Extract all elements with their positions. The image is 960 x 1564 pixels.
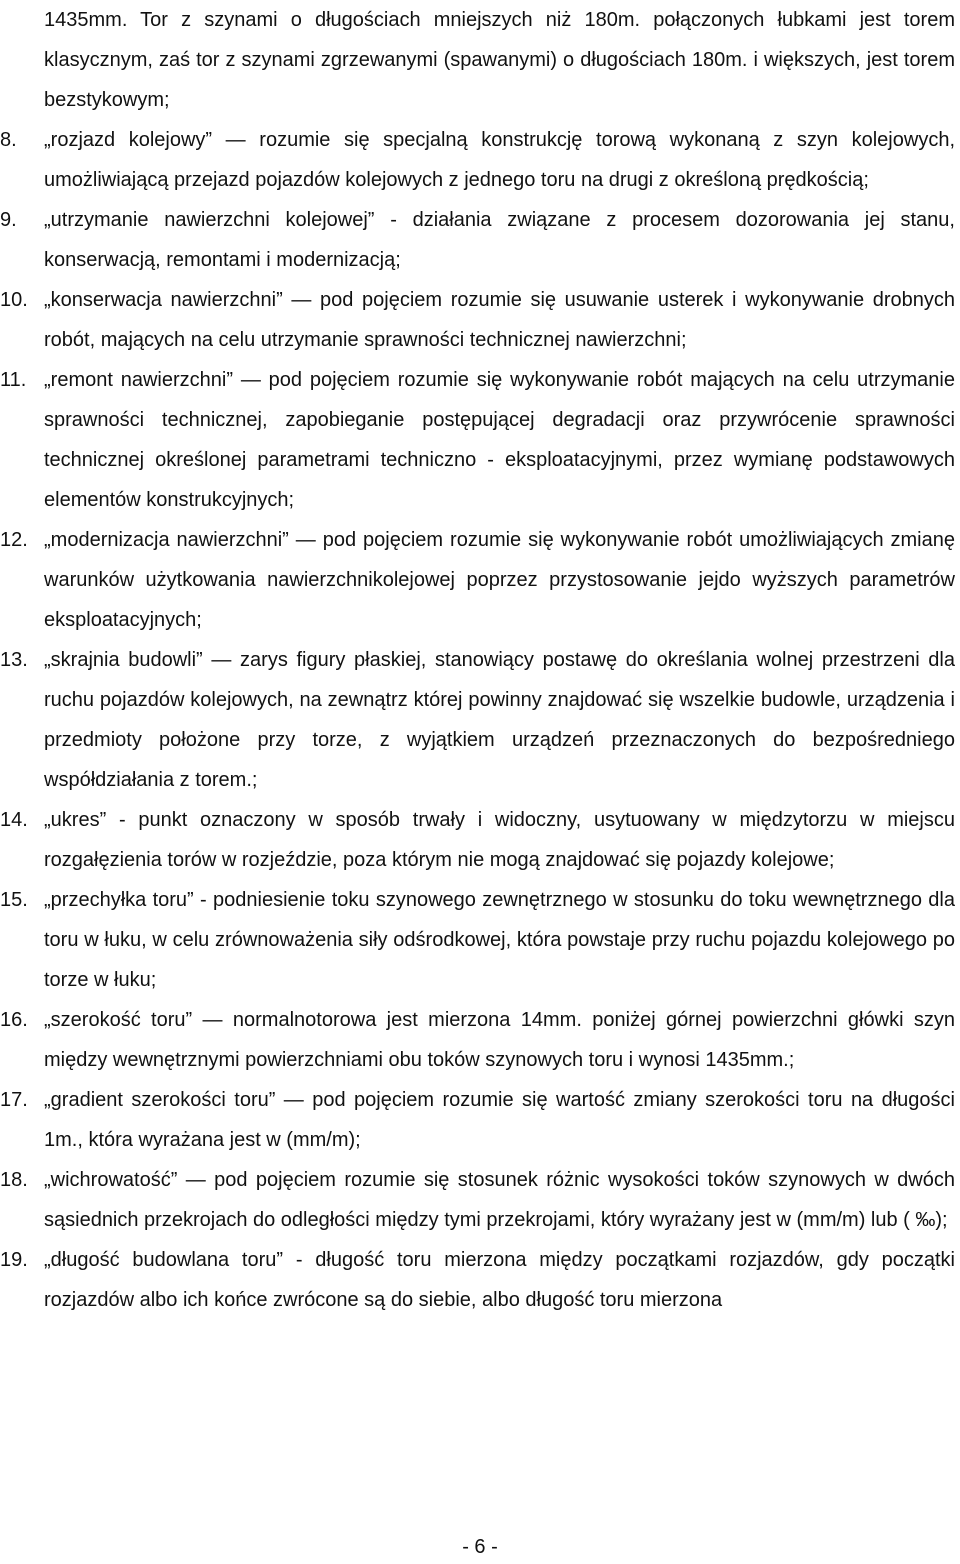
list-item-number: 14.: [0, 809, 28, 831]
list-item-text: „ukres” - punkt oznaczony w sposób trwały i widoczny, usytuowany w międzytorzu w miejscu rozgałęzienia torów w rozjeździe, poza którym nie mogą znajdować się pojazdy kolejowe;: [44, 809, 955, 871]
list-item: [0, 360, 955, 520]
list-item: [0, 1240, 955, 1320]
list-item: [0, 200, 955, 280]
list-item: [0, 1160, 955, 1240]
list-item-number: 8.: [0, 129, 17, 151]
list-item-number: 11.: [0, 369, 27, 391]
list-item-text: „utrzymanie nawierzchni kolejowej” - działania związane z procesem dozorowania jej stanu, konserwacją, remontami i modernizacją;: [44, 209, 955, 271]
list-item-number: 17.: [0, 1089, 28, 1111]
list-item: [0, 1080, 955, 1160]
list-item: [0, 640, 955, 800]
list-item-text: „rozjazd kolejowy” ― rozumie się specjalną konstrukcję torową wykonaną z szyn kolejowych, umożliwiającą przejazd pojazdów kolejowych z jednego toru na drugi z określoną prędkością;: [44, 129, 955, 191]
continuation-text: 1435mm. Tor z szynami o długościach mniejszych niż 180m. połączonych łubkami jest torem klasycznym, zaś tor z szynami zgrzewanymi (spawanymi) o długościach 180m. i większych, jest torem bezstykowym;: [44, 9, 955, 111]
list-item-text: „skrajnia budowli” ― zarys figury płaskiej, stanowiący postawę do określania wolnej przestrzeni dla ruchu pojazdów kolejowych, na zewnątrz której powinny znajdować się wszelkie budowle, urządzenia i przedmioty położone przy torze, z wyjątkiem urządzeń przeznaczonych do bezpośredniego współdziałania z torem.;: [44, 649, 955, 791]
page-number: - 6 -: [462, 1536, 498, 1558]
list-item-number: 9.: [0, 209, 17, 231]
list-item-number: 16.: [0, 1009, 28, 1031]
list-item: [0, 120, 955, 200]
list-item-text: „przechyłka toru” - podniesienie toku szynowego zewnętrznego w stosunku do toku wewnętrznego dla toru w łuku, w celu zrównoważenia siły odśrodkowej, która powstaje przy ruchu pojazdu kolejowego po torze w łuku;: [44, 889, 955, 991]
list-item-text: „modernizacja nawierzchni” ― pod pojęciem rozumie się wykonywanie robót umożliwiających zmianę warunków użytkowania nawierzchnikolejowej poprzez przystosowanie jejdo wyższych parametrów eksploatacyjnych;: [44, 529, 955, 631]
list-item-number: 12.: [0, 529, 28, 551]
list-item-number: 19.: [0, 1249, 28, 1271]
continuation-paragraph: [44, 0, 955, 120]
list-item-text: „konserwacja nawierzchni” ― pod pojęciem rozumie się usuwanie usterek i wykonywanie drobnych robót, mających na celu utrzymanie sprawności technicznej nawierzchni;: [44, 289, 955, 351]
list-item: [0, 280, 955, 360]
list-item-number: 18.: [0, 1169, 28, 1191]
list-item: [0, 800, 955, 880]
list-item-text: „długość budowlana toru” - długość toru mierzona między początkami rozjazdów, gdy początki rozjazdów albo ich końce zwrócone są do siebie, albo długość toru mierzona: [44, 1249, 955, 1311]
list-item: [0, 1000, 955, 1080]
list-item-text: „wichrowatość” ― pod pojęciem rozumie się stosunek różnic wysokości toków szynowych w dwóch sąsiednich przekrojach do odległości między tymi przekrojami, który wyrażany jest w (mm/m) lub ( ‰);: [44, 1169, 955, 1231]
list-item-number: 13.: [0, 649, 28, 671]
list-item: [0, 880, 955, 1000]
list-item-number: 10.: [0, 289, 28, 311]
list-item-text: „remont nawierzchni” ― pod pojęciem rozumie się wykonywanie robót mających na celu utrzymanie sprawności technicznej, zapobieganie postępującej degradacji oraz przywrócenie sprawności technicznej określonej parametrami techniczno - eksploatacyjnymi, przez wymianę podstawowych elementów konstrukcyjnych;: [44, 369, 955, 511]
list-item-text: „gradient szerokości toru” ― pod pojęciem rozumie się wartość zmiany szerokości toru na długości 1m., która wyrażana jest w (mm/m);: [44, 1089, 955, 1151]
list-item: [0, 520, 955, 640]
definitions-list: [0, 120, 955, 1320]
list-item-text: „szerokość toru” ― normalnotorowa jest mierzona 14mm. poniżej górnej powierzchni główki szyn między wewnętrznymi powierzchniami obu toków szynowych toru i wynosi 1435mm.;: [44, 1009, 955, 1071]
list-item-number: 15.: [0, 889, 28, 911]
